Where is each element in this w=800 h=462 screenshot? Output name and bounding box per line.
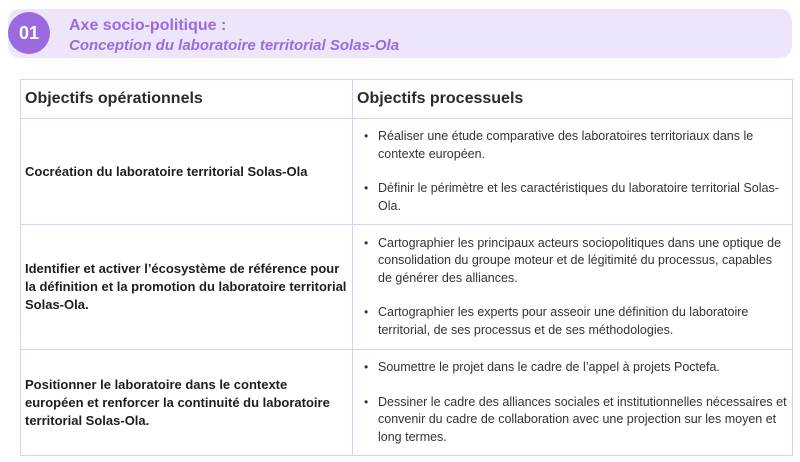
- table-row: [21, 350, 793, 456]
- process-objective: Définir le périmètre et les caractéristiques du laboratoire territorial Solas-Ola.: [378, 181, 779, 213]
- list-item: [364, 304, 788, 339]
- process-objectives-cell: [353, 119, 793, 225]
- process-objective: Réaliser une étude comparative des laboratoires territoriaux dans le contexte européen.: [378, 129, 754, 161]
- list-item: [364, 180, 788, 215]
- section-subtitle: Conception du laboratoire territorial Solas-Ola: [69, 37, 400, 54]
- process-objective: Dessiner le cadre des alliances sociales et institutionnelles nécessaires et convenir du cadre de collaboration avec une projection sur les moyen et long termes.: [378, 394, 787, 444]
- bullet-icon: •: [364, 305, 369, 320]
- bullet-icon: •: [364, 394, 369, 409]
- process-list: [353, 235, 788, 340]
- table-row: [21, 119, 793, 225]
- section-number-badge: 01: [8, 12, 50, 54]
- column-header-operational: Objectifs opérationnels: [21, 80, 353, 119]
- process-objective: Cartographier les experts pour asseoir une définition du laboratoire territorial, de ses processus et de ses méthodologies.: [378, 305, 749, 337]
- process-list: [353, 359, 788, 446]
- section-title: Axe socio-politique :: [69, 17, 227, 34]
- bullet-icon: •: [364, 360, 369, 374]
- list-item: [364, 235, 788, 288]
- process-objectives-cell: [353, 350, 793, 456]
- process-objective: Soumettre le projet dans le cadre de l’appel à projets Poctefa.: [378, 360, 720, 374]
- section-header-text: [69, 16, 399, 56]
- process-list: [353, 128, 788, 215]
- operational-objective: Cocréation du laboratoire territorial Solas-Ola: [21, 119, 353, 225]
- process-objectives-cell: [353, 225, 793, 350]
- list-item: [364, 128, 788, 163]
- objectives-table: [20, 79, 793, 456]
- column-header-processes: Objectifs processuels: [353, 80, 793, 119]
- table-row: [21, 225, 793, 350]
- operational-objective: Positionner le laboratoire dans le contexte européen et renforcer la continuité du laboratoire territorial Solas-Ola.: [21, 350, 353, 456]
- bullet-icon: •: [364, 181, 369, 195]
- list-item: [364, 394, 788, 447]
- bullet-icon: •: [364, 235, 369, 250]
- operational-objective: Identifier et activer l’écosystème de référence pour la définition et la promotion du laboratoire territorial Solas-Ola.: [21, 225, 353, 350]
- bullet-icon: •: [364, 129, 369, 143]
- process-objective: Cartographier les principaux acteurs sociopolitiques dans une optique de consolidation du groupe moteur et de légitimité du processus, capables de générer des alliances.: [378, 235, 782, 285]
- list-item: [364, 359, 788, 377]
- table-header-row: [21, 80, 793, 119]
